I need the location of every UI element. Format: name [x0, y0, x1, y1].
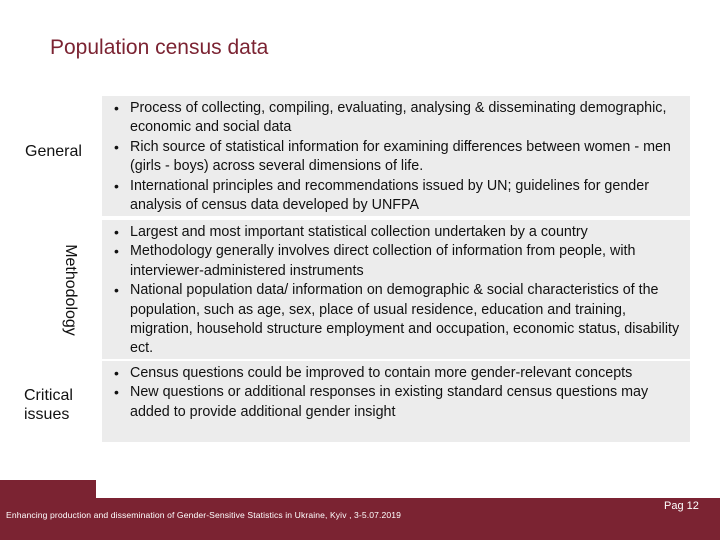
bullet-list: [102, 361, 690, 422]
list-item: • Census questions could be improved to contain more gender-relevant concepts: [102, 364, 682, 383]
list-item: • Process of collecting, compiling, evaluating, analysing & disseminating demographic, economic and social data: [102, 99, 682, 138]
footer-text: Enhancing production and dissemination of Gender-Sensitive Statistics in Ukraine, Kyiv , 3-5.07.2019: [6, 510, 402, 520]
section-content-general: [102, 96, 690, 216]
bullet-list: [102, 96, 690, 215]
bullet-list: [102, 220, 690, 359]
footer-bar: [0, 498, 720, 540]
section-content-methodology: [102, 220, 690, 359]
slide-title: Population census data: [50, 36, 269, 59]
list-item: • Rich source of statistical information for examining differences between women - men (girls - boys) across several dimensions of life.: [102, 138, 682, 177]
footer-accent-block: [0, 480, 96, 500]
page-number: Pag 12: [664, 500, 699, 512]
section-methodology: [20, 220, 690, 359]
list-item: • International principles and recommendations issued by UN; guidelines for gender analysis of census data developed by UNFPA: [102, 177, 682, 216]
section-label-methodology: [40, 220, 100, 359]
section-critical-issues: [20, 361, 690, 442]
section-general: [20, 96, 690, 216]
section-label-text: Methodology: [62, 243, 79, 336]
list-item: • Largest and most important statistical collection undertaken by a country: [102, 223, 682, 242]
section-content-critical-issues: [102, 361, 690, 442]
section-label-text: General: [25, 143, 82, 160]
section-label-general: [20, 96, 105, 216]
section-label-text: Critical issues: [24, 387, 73, 423]
section-label-critical-issues: [20, 361, 84, 442]
list-item: • New questions or additional responses in existing standard census questions may added to provide additional gender insight: [102, 383, 682, 422]
list-item: • National population data/ information on demographic & social characteristics of the population, such as age, sex, place of usual residence, education and training, migration, household structure employment and occupation, economic status, disability ect.: [102, 281, 682, 359]
list-item: • Methodology generally involves direct collection of information from people, with interviewer-administered instruments: [102, 242, 682, 281]
